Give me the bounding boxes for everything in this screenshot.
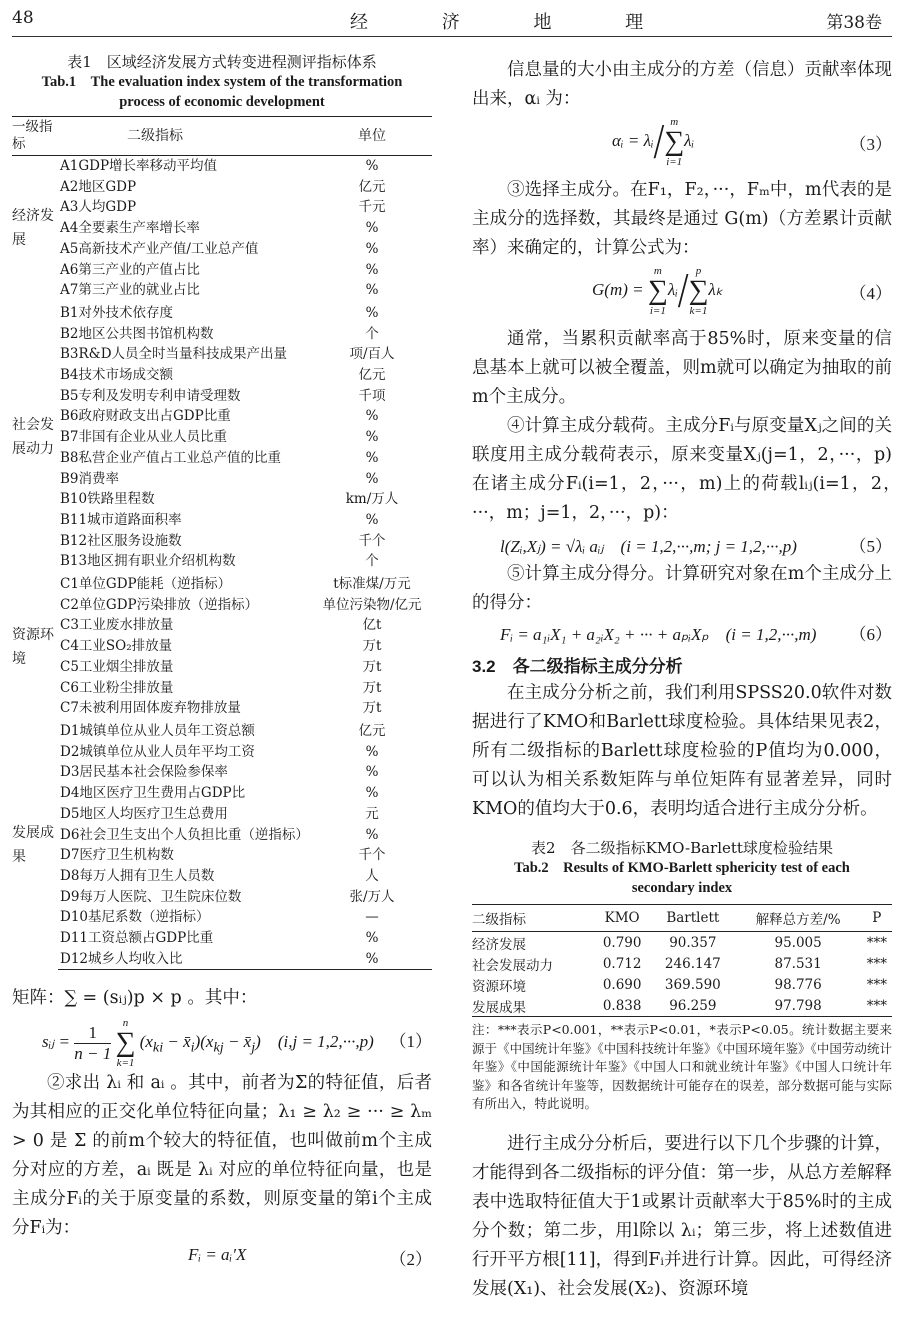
equation-1 — [12, 1013, 432, 1069]
table1-unit: % — [365, 511, 379, 528]
table1-row — [12, 804, 432, 825]
table1-unit: 千项 — [358, 387, 386, 404]
table1-unit: 万t — [362, 638, 382, 655]
table1-indicator: B2地区公共图书馆机构数 — [60, 325, 214, 342]
table1-unit: 个 — [365, 325, 379, 342]
table1-indicator: D7医疗卫生机构数 — [60, 847, 174, 864]
equation-2-body: Fᵢ = aᵢ′X — [188, 1245, 247, 1265]
table1-row — [12, 719, 432, 742]
table1-group-label: 经济发展 — [12, 208, 54, 249]
table1-unit: 千个 — [358, 532, 386, 549]
table2-cell: 246.147 — [664, 955, 721, 972]
table2-cell: 90.357 — [669, 934, 717, 951]
table1-indicator: A1GDP增长率移动平均值 — [60, 158, 218, 174]
table1-row — [12, 845, 432, 866]
table2-cell: *** — [862, 995, 892, 1017]
table2 — [472, 904, 892, 1017]
table1-row — [12, 551, 432, 572]
table2-cell: 发展成果 — [472, 995, 593, 1017]
table1-unit: % — [365, 304, 379, 321]
table1-body — [12, 156, 432, 970]
table1-row — [12, 762, 432, 783]
table2-cell: 98.776 — [774, 976, 822, 993]
table1-unit: 亿元 — [358, 367, 386, 384]
equation-1-body: sᵢⱼ = $\frac{1}{n - 1}$ n ∑ k=1 ($x_{ki}$ − $x̄_i)(x_{kj}$ − $x̄_j$) (i,j = 1,2,···,p) — [42, 1017, 374, 1070]
table1-row — [12, 260, 432, 281]
table1-unit: % — [365, 261, 379, 278]
table1-row — [12, 698, 432, 719]
table1-row — [12, 448, 432, 469]
table1-unit: % — [365, 743, 379, 760]
table2-header-index: 二级指标 — [472, 905, 593, 932]
table1-row — [12, 218, 432, 239]
table1-row — [12, 301, 432, 324]
equation-6 — [472, 618, 892, 650]
table1-group-label: 发展成果 — [12, 825, 54, 866]
equation-5 — [472, 528, 892, 560]
table1-indicator: D11工资总额占GDP比重 — [60, 930, 214, 947]
table1-row — [12, 386, 432, 407]
table2-row — [472, 995, 892, 1017]
table1-indicator: B5专利及发明专利申请受理数 — [60, 387, 241, 404]
table1-row — [12, 239, 432, 260]
table1-indicator: B3R&D人员全时当量科技成果产出量 — [60, 346, 288, 363]
equation-2 — [12, 1243, 432, 1275]
table1-unit: 万t — [362, 658, 382, 675]
table1-row — [12, 280, 432, 301]
table1-unit: 张/万人 — [349, 888, 395, 905]
table1-row — [12, 427, 432, 448]
table1-unit: 单位污染物/亿元 — [322, 596, 422, 613]
equation-5-number: （5） — [849, 537, 892, 556]
equation-1-number: （1） — [389, 1032, 432, 1052]
table1-unit: % — [365, 429, 379, 446]
table1-row — [12, 636, 432, 657]
equation-4-number: （4） — [849, 284, 892, 303]
table1-indicator: B12社区服务设施数 — [60, 532, 182, 549]
table1-unit: 元 — [365, 805, 379, 822]
right-paragraph-2: 通常，当累积贡献率高于85%时，原来变量的信息基本上就可以被全覆盖，则m就可以确定为抽取的前m个主成分。 — [472, 329, 892, 407]
table1-unit: % — [365, 408, 379, 425]
table1-unit: 千个 — [358, 847, 386, 864]
table1-row — [12, 510, 432, 531]
table1-indicator: B11城市道路面积率 — [60, 511, 182, 528]
table1-unit: — — [365, 909, 379, 926]
table1-indicator: B13地区拥有职业介绍机构数 — [60, 553, 236, 570]
table1-unit: 亿t — [362, 617, 382, 634]
table1-indicator: A6第三产业的产值占比 — [60, 261, 200, 278]
table2-cell: 95.005 — [774, 934, 822, 951]
table1-caption-en-1: Tab.1 The evaluation index system of the transformation — [41, 74, 403, 90]
table2-cell: 资源环境 — [472, 978, 526, 995]
table1-unit: 亿元 — [358, 722, 386, 739]
table1-indicator: C3工业废水排放量 — [60, 617, 174, 634]
table1-indicator: C4工业SO₂排放量 — [60, 638, 173, 655]
table1-indicator: D8每万人拥有卫生人员数 — [60, 867, 215, 884]
right-paragraph-0: 信息量的大小由主成分的方差（信息）贡献率体现出来，αᵢ 为： — [472, 60, 892, 109]
equation-6-number: （6） — [849, 625, 892, 644]
table1-unit: % — [365, 449, 379, 466]
table1-row — [12, 783, 432, 804]
equation-4-body: G(m) = m ∑ i=1 λᵢ/ p ∑ k=1 λₖ — [592, 263, 724, 319]
table1-group-label: 社会发展动力 — [12, 417, 54, 458]
table2-header-variance: 解释总方差/% — [735, 905, 862, 932]
table1-row — [12, 344, 432, 365]
table1-row — [12, 657, 432, 678]
table1-caption-en-2: process of economic development — [119, 94, 325, 110]
table2-cell: *** — [866, 976, 887, 993]
table1-indicator: A4全要素生产率增长率 — [60, 220, 200, 237]
table1 — [12, 116, 432, 970]
table2-cell: 97.798 — [735, 995, 862, 1017]
table1-unit: km/万人 — [345, 491, 399, 508]
table2-caption-en-2: secondary index — [631, 880, 733, 896]
right-paragraph-1: ③选择主成分。在F₁，F₂，···，Fₘ中，m代表的是主成分的选择数，其最终是通过 G(m)（方差累计贡献率）来确定的，计算公式为： — [472, 180, 892, 258]
right-paragraph-3: ④计算主成分载荷。主成分Fᵢ与原变量Xⱼ之间的关联度用主成分载荷表示，原来变量Xⱼ(j=1，2，···，p)在诸主成分Fᵢ(i=1，2，···，m)上的荷载lᵢⱼ(i=1，2，···，m；j=1，2，···，p)： — [472, 416, 892, 523]
table2-cell: 87.531 — [774, 955, 822, 972]
table1-unit: % — [365, 158, 379, 174]
table1-indicator: B10铁路里程数 — [60, 491, 155, 508]
table1-row — [12, 489, 432, 510]
equation-5-body: l(Zᵢ,Xⱼ) = √λᵢ aᵢⱼ (i = 1,2,···,m; j = 1,2,···,p) — [500, 537, 797, 556]
table2-cell: 0.790 — [602, 934, 642, 951]
table1-unit: % — [365, 785, 379, 802]
journal-name: 经 济 地 理 — [350, 12, 678, 33]
table1-indicator: D3居民基本社会保险参保率 — [60, 764, 228, 781]
table1-indicator: D9每万人医院、卫生院床位数 — [60, 888, 242, 905]
table1-unit: 个 — [365, 553, 379, 570]
table1-row — [12, 907, 432, 928]
table1-unit: % — [312, 949, 432, 970]
table2-caption-zh: 表2 各二级指标KMO-Barlett球度检验结果 — [531, 839, 833, 857]
table1-unit: 人 — [365, 867, 379, 884]
table1-unit: % — [365, 930, 379, 947]
matrix-line: 矩阵：∑ = (sᵢⱼ)p × p 。其中： — [12, 988, 258, 1009]
page-number: 48 — [12, 8, 34, 28]
table1-indicator: D2城镇单位从业人员年平均工资 — [60, 743, 255, 760]
table1-indicator: A2地区GDP — [60, 178, 137, 195]
table1-indicator: A3人均GDP — [60, 199, 137, 216]
table1-indicator: D1城镇单位从业人员年工资总额 — [60, 722, 255, 739]
table2-cell: *** — [866, 934, 887, 951]
table1-unit: t标准煤/万元 — [333, 576, 411, 593]
table2-caption-en-1: Tab.2 Results of KMO-Barlett sphericity test of each — [514, 860, 850, 876]
table1-indicator: C1单位GDP能耗（逆指标） — [60, 576, 232, 593]
table1-row — [12, 469, 432, 490]
table1-row — [12, 572, 432, 595]
table1-indicator: D5地区人均医疗卫生总费用 — [60, 805, 228, 822]
table2-header-bartlett: Bartlett — [651, 905, 735, 932]
table1-unit: 万t — [362, 700, 382, 717]
table1-indicator: B9消费率 — [60, 470, 120, 487]
table1-indicator: B8私营企业产值占工业总产值的比重 — [60, 449, 282, 466]
table1-indicator: B7非国有企业从业人员比重 — [60, 429, 228, 446]
table1-unit: 千元 — [358, 199, 386, 216]
table1-header-level2: 二级指标 — [58, 117, 312, 156]
table1-unit: % — [365, 220, 379, 237]
table1-row — [12, 825, 432, 846]
table1-row — [12, 928, 432, 949]
table1-row — [12, 678, 432, 699]
table1-row — [12, 365, 432, 386]
table1-unit: 亿元 — [358, 178, 386, 195]
equation-3-body: αᵢ = λᵢ/ m ∑ i=1 λᵢ — [612, 114, 695, 170]
table1-indicator: D12城乡人均收入比 — [58, 949, 312, 970]
table1-indicator: D6社会卫生支出个人负担比重（逆指标） — [60, 826, 309, 843]
equation-6-body: Fᵢ = a₁ᵢX₁ + a₂ᵢX₂ + ··· + aₚᵢXₚ (i = 1,2,···,m) — [500, 625, 817, 644]
table1-header-level1: 一级指标 — [12, 117, 58, 156]
equation-4 — [472, 263, 892, 325]
table1-row — [12, 197, 432, 218]
table2-cell: 0.838 — [593, 995, 651, 1017]
table1-unit: % — [365, 240, 379, 257]
table2-cell: 社会发展动力 — [472, 957, 553, 974]
table1-row — [12, 156, 432, 177]
table1-unit: 万t — [362, 679, 382, 696]
table1-indicator: D10基尼系数（逆指标） — [60, 909, 210, 926]
table2-cell: 96.259 — [651, 995, 735, 1017]
table2-row — [472, 953, 892, 974]
table1-indicator: A7第三产业的就业占比 — [60, 282, 200, 299]
table1-indicator: C6工业粉尘排放量 — [60, 679, 174, 696]
right-paragraph-5: 在主成分分析之前，我们利用SPSS20.0软件对数据进行了KMO和Barlett球度检验。具体结果见表2，所有二级指标的Barlett球度检验的P值均为0.000，可以认为相关系数矩阵与单位矩阵有显著差异，同时KMO的值均大于0.6，表明均适合进行主成分分析。 — [472, 683, 892, 819]
right-paragraph-6: 进行主成分分析后，要进行以下几个步骤的计算，才能得到各二级指标的评分值：第一步，从总方差解释表中选取特征值大于1或累计贡献率大于85%时的主成分个数；第二步，用l除以 λᵢ；第三步，将上述数值进行开平方根[11]，得到Fᵢ并进行计算。因此，可得经济发展(X₁)、社会发展(X₂)、资源环境 — [472, 1133, 892, 1299]
table1-indicator: B1对外技术依存度 — [60, 304, 174, 321]
table1-row — [12, 887, 432, 908]
table2-cell: 经济发展 — [472, 936, 526, 953]
table1-row — [12, 866, 432, 887]
table1-row — [12, 324, 432, 345]
equation-3-number: （3） — [849, 135, 892, 154]
table1-indicator: D4地区医疗卫生费用占GDP比 — [60, 785, 246, 802]
right-column — [472, 56, 892, 1304]
table1-indicator: C5工业烟尘排放量 — [60, 658, 174, 675]
table1-unit: % — [365, 826, 379, 843]
table1-unit: % — [365, 282, 379, 299]
equation-3 — [472, 114, 892, 176]
table1-unit: % — [365, 470, 379, 487]
table2-cell: 369.590 — [664, 976, 721, 993]
table2-note: 注：***表示P<0.001，**表示P<0.01，*表示P<0.05。统计数据主要来源于《中国统计年鉴》《中国科技统计年鉴》《中国环境年鉴》《中国劳动统计年鉴》《中国能源统计年鉴》《中国人口和就业统计年鉴》《中国人口统计年鉴》和各省统计年鉴等，因数据统计可能存在的误差，部分数据可能与实际有所出入，特此说明。 — [472, 1022, 892, 1111]
table1-header-row — [12, 117, 432, 156]
table1-unit: % — [365, 764, 379, 781]
table1-indicator: B6政府财政支出占GDP比重 — [60, 408, 231, 425]
table1-row — [12, 595, 432, 616]
left-paragraph-1: ②求出 λᵢ 和 aᵢ 。其中，前者为Σ的特征值，后者为其相应的正交化单位特征向量；λ₁ ≥ λ₂ ≥ ··· ≥ λₘ > 0 是 Σ 的前m个较大的特征值，也叫做前m个主成分对应的方差，aᵢ 既是 λᵢ 对应的单位特征向量，也是主成分Fᵢ的关于原变量的系数，则原变量的第i个主成分Fᵢ为： — [12, 1073, 432, 1239]
table1-row — [12, 531, 432, 552]
table2-cell: 0.690 — [602, 976, 642, 993]
table1-indicator: C7未被利用固体废弃物排放量 — [60, 700, 241, 717]
table1-group-label: 资源环境 — [12, 626, 54, 667]
page-header — [0, 0, 904, 36]
table2-cell: 0.712 — [602, 955, 642, 972]
table1-unit: 项/百人 — [349, 346, 395, 363]
table1-caption-zh: 表1 区域经济发展方式转变进程测评指标体系 — [67, 53, 377, 71]
table2-body — [472, 932, 892, 1017]
table1-indicator: B4技术市场成交额 — [60, 367, 174, 384]
table2-cell: *** — [866, 955, 887, 972]
right-paragraph-4: ⑤计算主成分得分。计算研究对象在m个主成分上的得分： — [472, 564, 892, 613]
table1-row — [12, 615, 432, 636]
volume-label: 第38卷 — [826, 13, 882, 33]
table1-row — [12, 177, 432, 198]
table1-row — [12, 742, 432, 763]
equation-2-number: （2） — [389, 1250, 432, 1270]
table2-header-kmo: KMO — [593, 905, 651, 932]
section-heading: 3.2 各二级指标主成分分析 — [472, 657, 683, 676]
table2-row — [472, 932, 892, 954]
table1-header-unit: 单位 — [312, 117, 432, 156]
header-rule — [12, 36, 892, 37]
left-column — [12, 52, 432, 1275]
table2-header-row — [472, 905, 892, 932]
table1-row — [12, 406, 432, 427]
table1-indicator: A5高新技术产业产值/工业总产值 — [60, 240, 259, 257]
table2-row — [472, 974, 892, 995]
table2-header-p: P — [862, 905, 892, 932]
table1-indicator: C2单位GDP污染排放（逆指标） — [60, 596, 259, 613]
table1-row — [12, 949, 432, 970]
